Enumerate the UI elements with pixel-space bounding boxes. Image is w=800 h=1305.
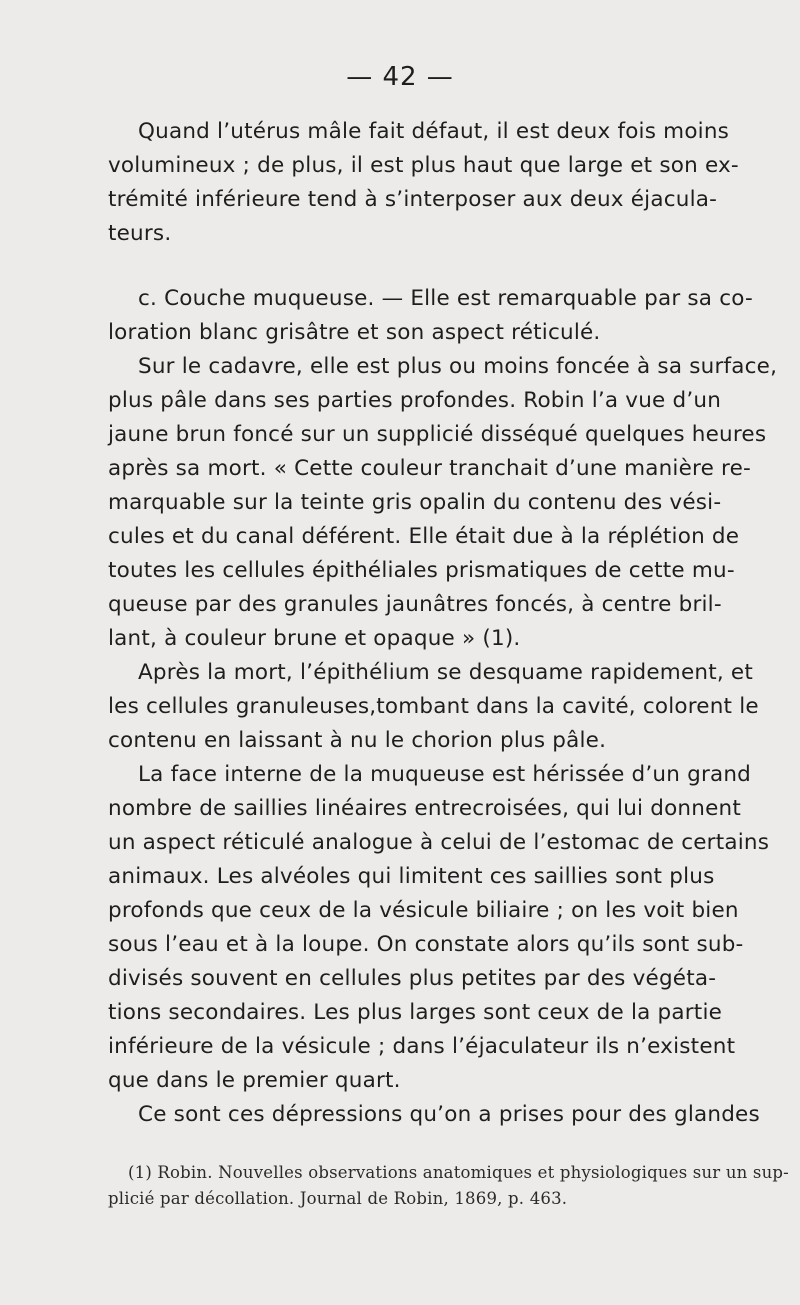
text-line: cules et du canal déférent. Elle était due à la réplétion de (108, 524, 740, 549)
text-line: contenu en laissant à nu le chorion plus pâle. (108, 728, 607, 753)
section-heading-line: c. Couche muqueuse. — Elle est remarquable par sa co- (138, 286, 753, 311)
text-line: Après la mort, l’épithélium se desquame rapidement, et (138, 660, 753, 685)
footnote-line: plicié par décollation. Journal de Robin, 1869, p. 463. (108, 1189, 568, 1208)
text-line: Quand l’utérus mâle fait défaut, il est deux fois moins (138, 119, 730, 144)
text-line: loration blanc grisâtre et son aspect réticulé. (108, 320, 601, 345)
text-line: marquable sur la teinte gris opalin du contenu des vési- (108, 490, 722, 515)
text-line: trémité inférieure tend à s’interposer aux deux éjacula- (108, 187, 718, 212)
text-line: Ce sont ces dépressions qu’on a prises pour des glandes (138, 1102, 760, 1127)
text-line: sous l’eau et à la loupe. On constate alors qu’ils sont sub- (108, 932, 744, 957)
text-line: teurs. (108, 221, 172, 246)
text-line: plus pâle dans ses parties profondes. Robin l’a vue d’un (108, 388, 722, 413)
text-line: toutes les cellules épithéliales prismatiques de cette mu- (108, 558, 735, 583)
text-line: inférieure de la vésicule ; dans l’éjaculateur ils n’existent (108, 1034, 736, 1059)
text-line: les cellules granuleuses,tombant dans la cavité, colorent le (108, 694, 759, 719)
text-line: jaune brun foncé sur un supplicié disséqué quelques heures (108, 422, 767, 447)
text-line: divisés souvent en cellules plus petites par des végéta- (108, 966, 717, 991)
text-line: queuse par des granules jaunâtres foncés, à centre bril- (108, 592, 722, 617)
text-line: tions secondaires. Les plus larges sont ceux de la partie (108, 1000, 723, 1025)
text-line: Sur le cadavre, elle est plus ou moins foncée à sa surface, (138, 354, 778, 379)
page-number: — 42 — (346, 62, 454, 92)
text-line: un aspect réticulé analogue à celui de l’estomac de certains (108, 830, 770, 855)
text-line: profonds que ceux de la vésicule biliaire ; on les voit bien (108, 898, 739, 923)
text-line: nombre de saillies linéaires entrecroisées, qui lui donnent (108, 796, 741, 821)
text-line: que dans le premier quart. (108, 1068, 401, 1093)
footnote-line: (1) Robin. Nouvelles observations anatomiques et physiologiques sur un sup- (128, 1163, 789, 1182)
text-line: après sa mort. « Cette couleur tranchait d’une manière re- (108, 456, 752, 481)
text-line: volumineux ; de plus, il est plus haut que large et son ex- (108, 153, 739, 178)
text-line: animaux. Les alvéoles qui limitent ces saillies sont plus (108, 864, 715, 889)
text-line: La face interne de la muqueuse est hérissée d’un grand (138, 762, 752, 787)
text-line: lant, à couleur brune et opaque » (1). (108, 626, 521, 651)
